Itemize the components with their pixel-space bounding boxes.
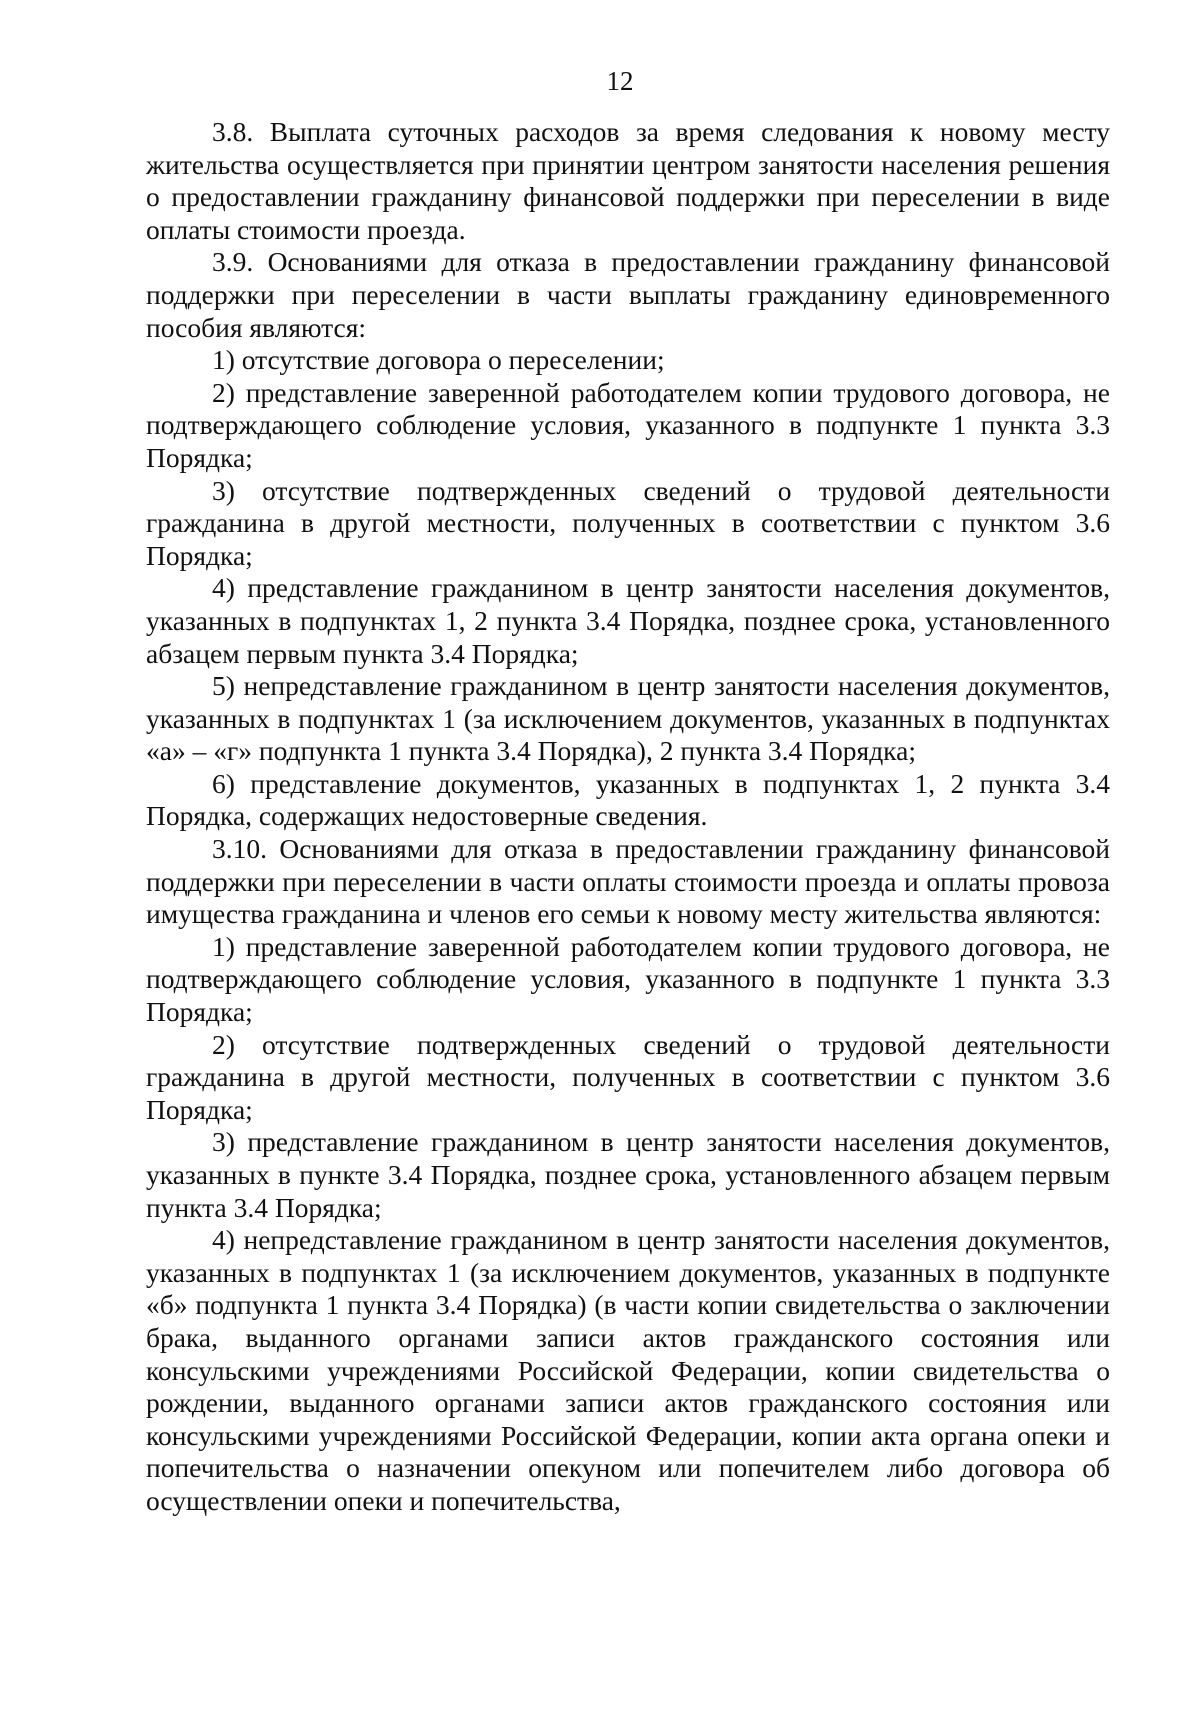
paragraph-3-9-item-2: 2) представление заверенной работодателем копии трудового договора, не подтверждающего соблюдение условия, указанного в подпункте 1 пункта 3.3 Порядка; bbox=[146, 376, 1110, 473]
paragraph-3-9: 3.9. Основаниями для отказа в предоставлении гражданину финансовой поддержки при переселении в части выплаты гражданину единовременного пособия являются: bbox=[146, 246, 1110, 343]
paragraph-3-10-item-3: 3) представление гражданином в центр занятости населения документов, указанных в пункте 3.4 Порядка, позднее срока, установленного абзацем первым пункта 3.4 Порядка; bbox=[146, 1126, 1110, 1223]
paragraph-3-9-item-1: 1) отсутствие договора о переселении; bbox=[212, 344, 665, 376]
page-number: 12 bbox=[606, 66, 634, 96]
document-body bbox=[146, 116, 1110, 1518]
paragraph-3-10: 3.10. Основаниями для отказа в предоставлении гражданину финансовой поддержки при переселении в части оплаты стоимости проезда и оплаты провоза имущества гражданина и членов его семьи к новому месту жительства являются: bbox=[146, 833, 1110, 930]
paragraph-3-9-item-4: 4) представление гражданином в центр занятости населения документов, указанных в подпунктах 1, 2 пункта 3.4 Порядка, позднее срока, установленного абзацем первым пункта 3.4 Порядка; bbox=[146, 572, 1110, 669]
paragraph-3-10-item-1: 1) представление заверенной работодателем копии трудового договора, не подтверждающего соблюдение условия, указанного в подпункте 1 пункта 3.3 Порядка; bbox=[146, 930, 1110, 1028]
paragraph-3-8: 3.8. Выплата суточных расходов за время следования к новому месту жительства осуществляется при принятии центром занятости населения решения о предоставлении гражданину финансовой поддержки при переселении в виде оплаты стоимости проезда. bbox=[146, 116, 1110, 245]
paragraph-3-9-item-5: 5) непредставление гражданином в центр занятости населения документов, указанных в подпунктах 1 (за исключением документов, указанных в подпунктах «а» – «г» подпункта 1 пункта 3.4 Порядка), 2 пункта 3.4 Порядка; bbox=[146, 670, 1110, 767]
paragraph-3-10-item-2: 2) отсутствие подтвержденных сведений о трудовой деятельности гражданина в другой местности, полученных в соответствии с пунктом 3.6 Порядка; bbox=[146, 1028, 1110, 1125]
paragraph-3-9-item-3: 3) отсутствие подтвержденных сведений о трудовой деятельности гражданина в другой местности, полученных в соответствии с пунктом 3.6 Порядка; bbox=[146, 474, 1110, 571]
paragraph-3-10-item-4: 4) непредставление гражданином в центр занятости населения документов, указанных в подпунктах 1 (за исключением документов, указанных в подпункте «б» подпункта 1 пункта 3.4 Порядка) (в части копии свидетельства о заключении брака, выданного органами записи актов гражданского состояния или консульскими учреждениями Российской Федерации, копии свидетельства о рождении, выданного органами записи актов гражданского состояния или консульскими учреждениями Российской Федерации, копии акта органа опеки и попечительства о назначении опекуном или попечителем либо договора об осуществлении опеки и попечительства, bbox=[146, 1224, 1110, 1516]
paragraph-3-9-item-6: 6) представление документов, указанных в подпунктах 1, 2 пункта 3.4 Порядка, содержащих недостоверные сведения. bbox=[146, 767, 1110, 832]
